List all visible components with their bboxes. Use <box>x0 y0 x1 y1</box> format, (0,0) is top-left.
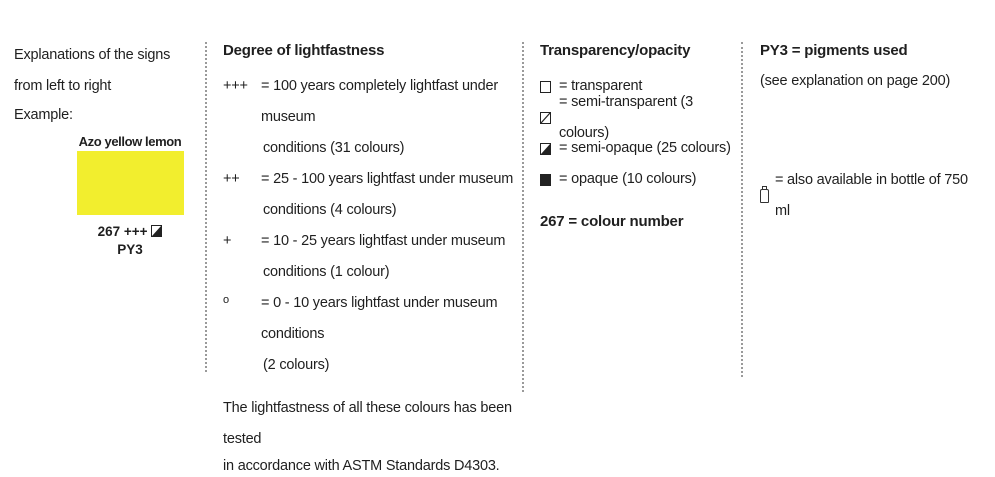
transparency-row <box>540 164 735 195</box>
bottle-availability-text: = also available in bottle of 750 ml <box>774 172 968 219</box>
example-code-line <box>74 223 186 241</box>
colour-number-heading: 267 = colour number <box>540 213 684 230</box>
lightfastness-desc: = 25 - 100 years lightfast under museum <box>261 171 514 187</box>
semi-opaque-square-icon <box>151 225 162 237</box>
intro-line: from left to right <box>14 78 112 94</box>
intro-line: Explanations of the signs <box>14 47 171 63</box>
transparency-heading: Transparency/opacity <box>540 42 691 59</box>
lightfastness-desc-cont: conditions (31 colours) <box>263 140 405 156</box>
semi-opaque-square-icon <box>540 143 551 155</box>
transparency-label: = semi-opaque (25 colours) <box>559 140 731 156</box>
pigments-column <box>760 40 985 227</box>
lightfastness-heading: Degree of lightfastness <box>223 42 385 59</box>
lightfastness-desc-cont: conditions (1 colour) <box>263 264 390 280</box>
dotted-divider <box>205 42 207 372</box>
lightfastness-desc-cont: conditions (4 colours) <box>263 202 397 218</box>
transparency-row <box>540 93 735 141</box>
lightfastness-note: The lightfastness of all these colours has been tested <box>223 400 512 447</box>
bottle-availability-row <box>760 165 985 227</box>
lightfastness-symbol: o <box>223 294 229 306</box>
example-colour-swatch <box>77 151 184 215</box>
lightfastness-row <box>223 164 515 226</box>
lightfastness-note: in accordance with ASTM Standards D4303. <box>223 458 500 474</box>
example-colour-name: Azo yellow lemon <box>78 134 182 149</box>
lightfastness-row <box>223 71 515 164</box>
transparent-square-icon <box>540 81 551 93</box>
pigments-heading: PY3 = pigments used <box>760 42 908 59</box>
transparency-column <box>540 40 735 230</box>
lightfastness-row <box>223 226 515 288</box>
transparency-label: = semi-transparent (3 colours) <box>559 93 694 141</box>
lightfastness-row <box>223 288 515 381</box>
example-pigment: PY3 <box>117 242 143 257</box>
lightfastness-symbol: +++ <box>223 78 248 94</box>
intro-line: Example: <box>14 107 73 123</box>
lightfastness-desc: = 10 - 25 years lightfast under museum <box>261 233 506 249</box>
lightfastness-symbol: ++ <box>223 171 240 187</box>
bottle-icon <box>760 189 769 203</box>
transparency-label: = opaque (10 colours) <box>559 171 697 187</box>
transparency-label: = transparent <box>559 78 643 94</box>
lightfastness-desc-cont: (2 colours) <box>263 357 330 373</box>
lightfastness-column <box>223 40 515 477</box>
lightfastness-desc: = 100 years completely lightfast under museum <box>261 78 499 125</box>
example-colour-code: 267 +++ <box>97 224 148 239</box>
transparency-row <box>540 133 735 164</box>
lightfastness-symbol: + <box>223 233 232 249</box>
opaque-square-icon <box>540 174 551 186</box>
semi-transparent-square-icon <box>540 112 551 124</box>
dotted-divider <box>741 42 743 377</box>
intro-column <box>14 40 199 259</box>
lightfastness-desc: = 0 - 10 years lightfast under museum conditions <box>261 295 498 342</box>
pigments-note: (see explanation on page 200) <box>760 73 951 89</box>
dotted-divider <box>522 42 524 392</box>
